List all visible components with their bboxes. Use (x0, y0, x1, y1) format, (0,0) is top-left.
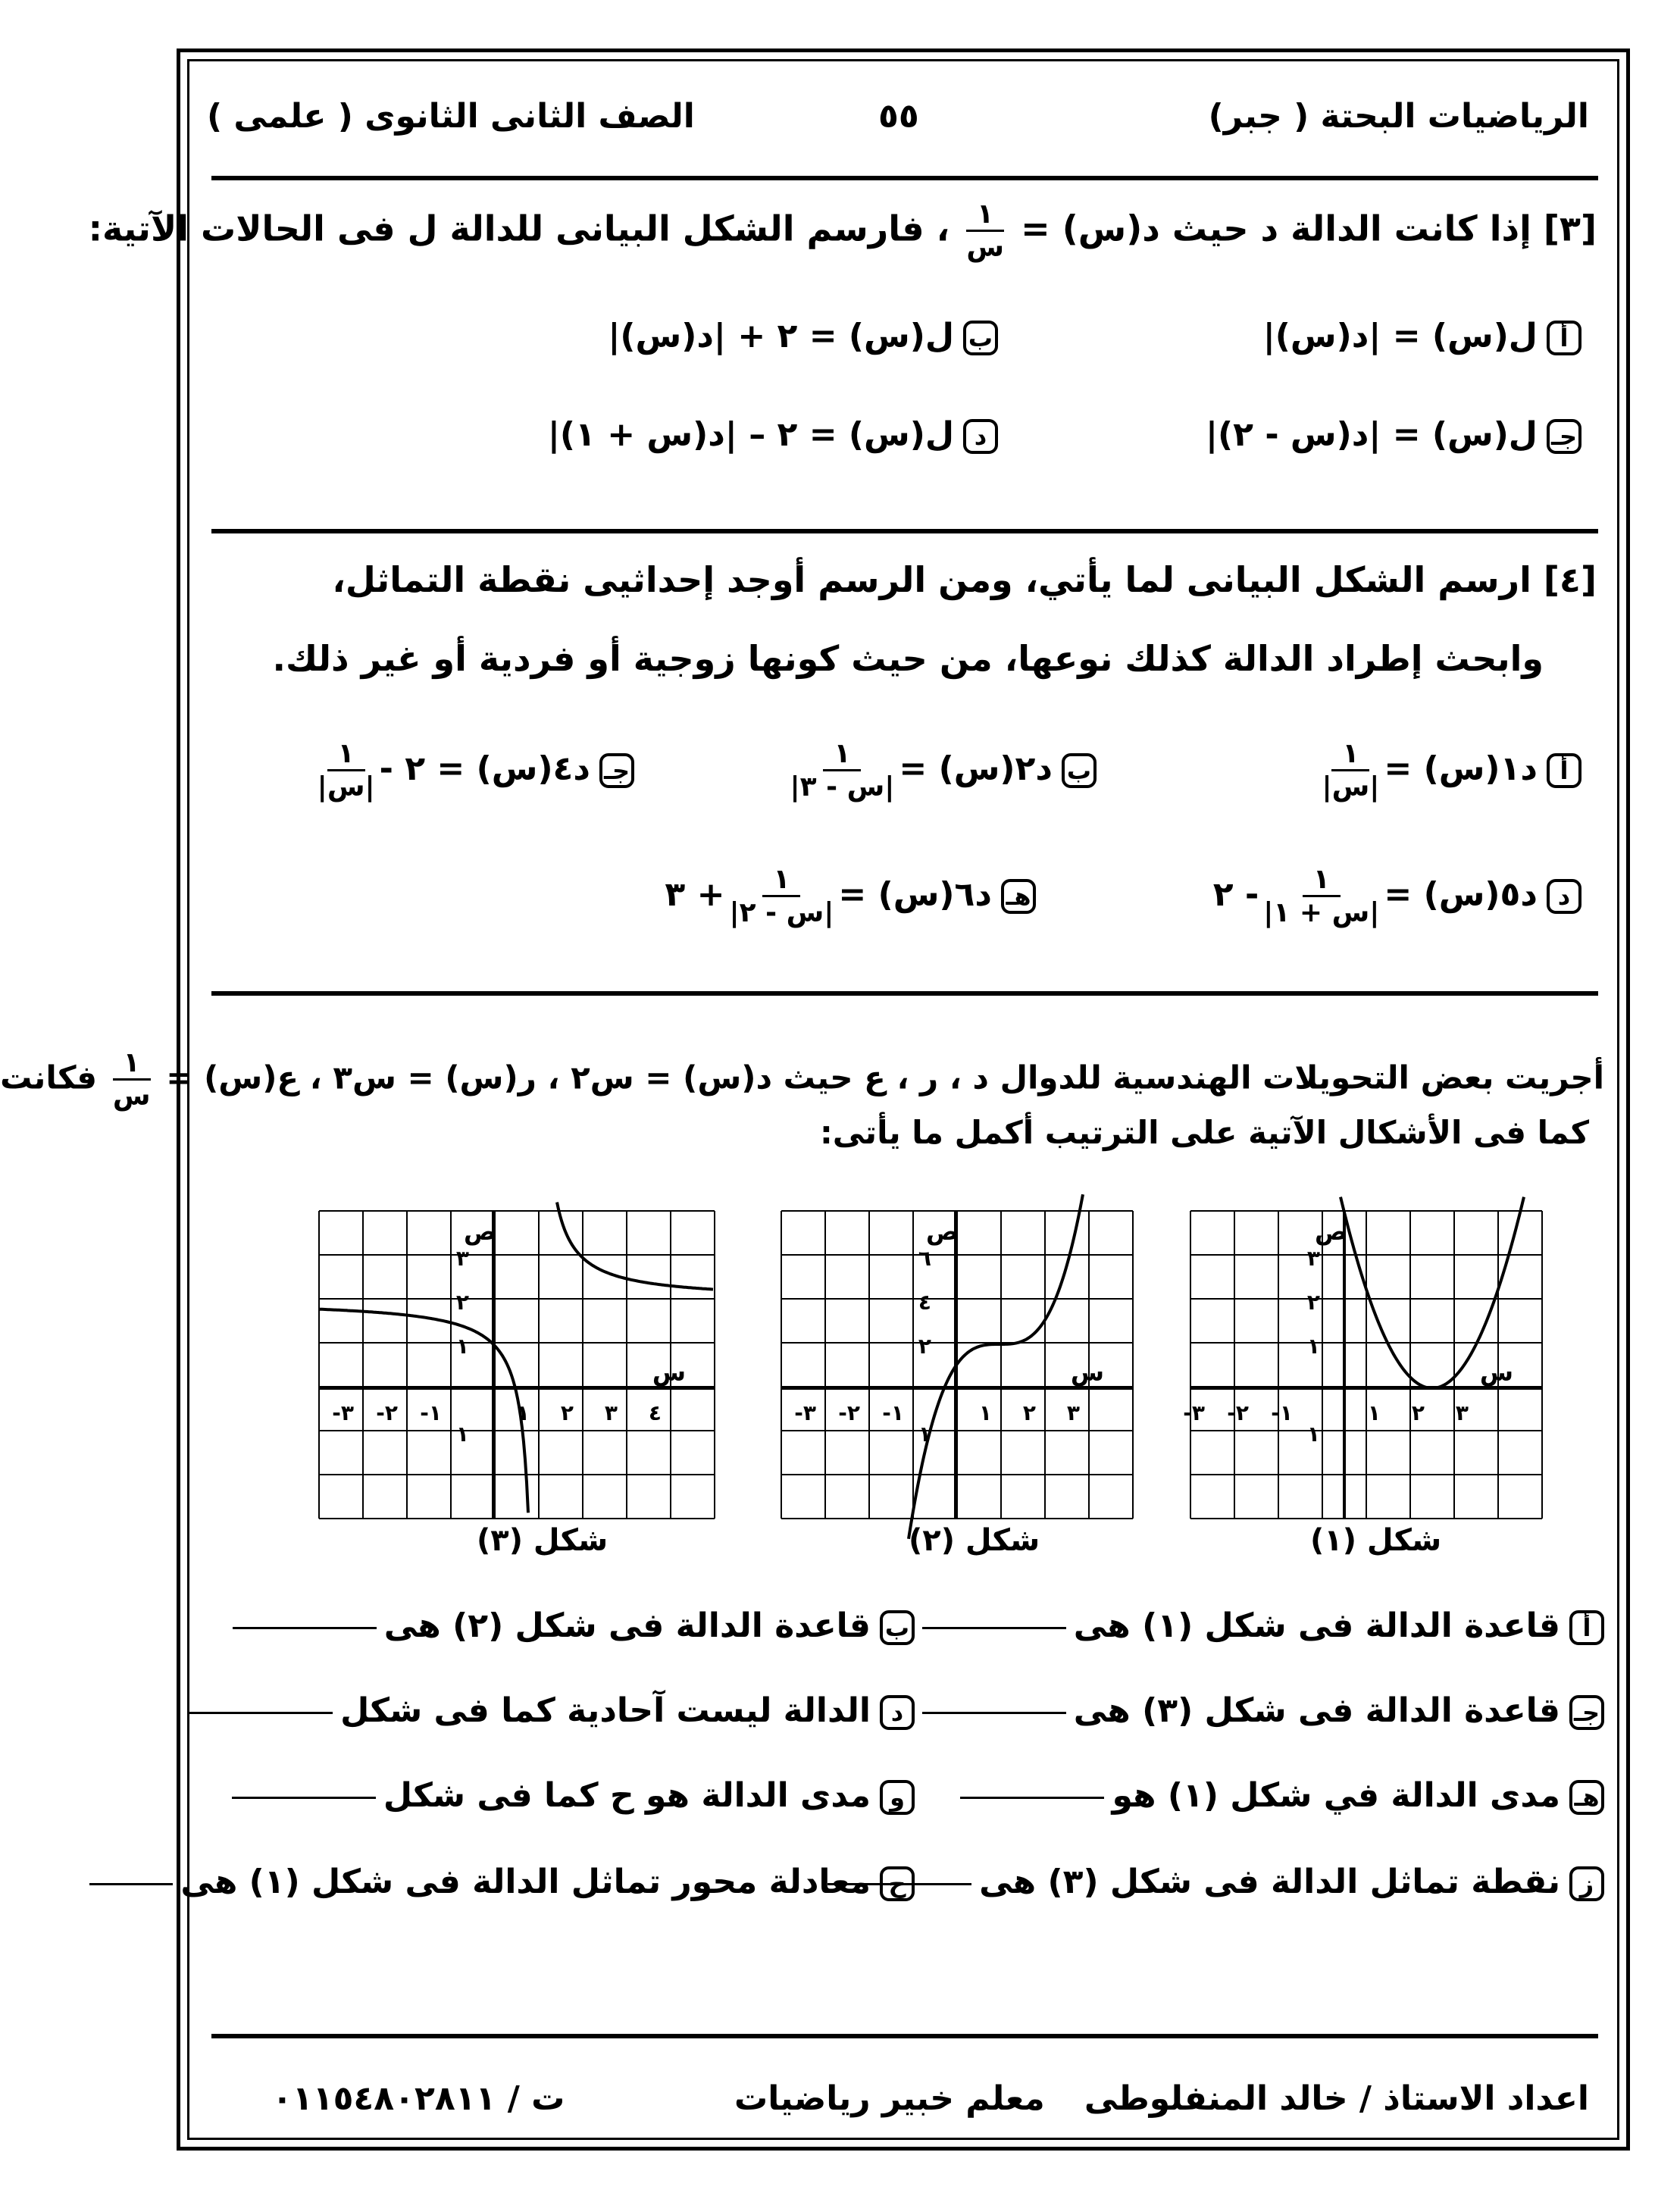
y-tick-label: ١ (455, 1334, 469, 1359)
q3-item-b-text: ل(س) = ٢ + |د(س)| (608, 317, 954, 355)
divider (211, 991, 1598, 996)
answer-line[interactable] (960, 1797, 1104, 1799)
graph-2 (780, 1209, 1159, 1550)
divider (211, 529, 1598, 533)
q4-badge-b: ب (1062, 753, 1097, 788)
q5-badge-d: د (880, 1695, 915, 1730)
q4-line2: وابحث إطراد الدالة كذلك نوعها، من حيث كونها زوجية أو فردية أو غير ذلك. (272, 638, 1544, 679)
x-tick-label: ٣ (604, 1400, 618, 1425)
q3-stem-part1: إذا كانت الدالة د حيث د(س) = (1021, 208, 1531, 249)
q5-item-e (960, 1776, 1604, 1815)
y-tick-label: ٢ (1306, 1290, 1320, 1315)
q4-item-e-num: ١ (762, 864, 800, 897)
q5-line1-part2: فكانت (0, 1059, 98, 1096)
y-tick-label: ٢ (455, 1290, 469, 1315)
x-tick-label: ٣- (794, 1400, 816, 1425)
y-tick-label: ٢ (918, 1334, 931, 1359)
q5-badge-g: ز (1569, 1866, 1604, 1901)
q5-badge-h: ح (880, 1866, 915, 1901)
q4-item-c (313, 738, 634, 803)
q4-item-b-lhs: د٢(س) = (899, 749, 1053, 788)
q5-badge-b: ب (880, 1610, 915, 1645)
y-tick-label: ١ (455, 1422, 469, 1447)
q5-line2: كما فى الأشكال الآتية على الترتيب أكمل ما يأتى: (820, 1114, 1589, 1151)
x-tick-label: ٣ (1455, 1400, 1469, 1425)
q5-line1-part1: أجريت بعض التحويلات الهندسية للدوال د ، ر ، ع حيث د(س) = س٢ ، ر(س) = س٣ ، ع(س) = (166, 1059, 1604, 1096)
q5-item-b (233, 1606, 915, 1645)
header-page-number: ٥٥ (878, 97, 919, 136)
q3-badge-a: أ (1547, 321, 1581, 355)
q3-item-a (1263, 317, 1581, 355)
q3-item-c (1206, 415, 1581, 454)
x-tick-label: ١- (882, 1400, 904, 1425)
q4-badge-d: د (1547, 879, 1581, 914)
q5-fraction (113, 1047, 151, 1112)
divider (211, 176, 1598, 180)
q5-line1 (0, 1047, 1604, 1112)
q5-frac-num: ١ (113, 1047, 151, 1081)
x-tick-label: ٣- (332, 1400, 354, 1425)
q4-item-d-den: |س + ١| (1263, 897, 1380, 929)
q3-frac-num: ١ (966, 199, 1004, 232)
q4-badge-a: أ (1547, 753, 1581, 788)
y-tick-label: ٤ (918, 1290, 931, 1315)
q3-stem (89, 199, 1597, 264)
q5-item-h-text: معادلة محور تماثل الدالة فى شكل (١) هى (180, 1863, 871, 1901)
x-axis-label: س (652, 1358, 686, 1387)
answer-line[interactable] (232, 1797, 376, 1799)
footer-title: معلم خبير رياضيات (734, 2079, 1045, 2118)
q5-item-f-text: مدى الدالة هو ح كما فى شكل (383, 1776, 871, 1815)
y-axis-label: ص (925, 1217, 959, 1246)
header-subject: الرياضيات البحتة ( جبر) (1208, 97, 1589, 136)
q3-stem-part2: ، فارسم الشكل البيانى للدالة ل فى الحالات الآتية: (88, 208, 950, 249)
q5-item-g (827, 1863, 1604, 1901)
q3-number: [٣] (1543, 208, 1597, 249)
q4-item-e-lhs: د٦(س) = (838, 874, 992, 914)
function-curve (909, 1194, 1083, 1539)
q3-badge-c: جـ (1547, 419, 1581, 454)
graph-1 (1183, 1209, 1568, 1550)
answer-line[interactable] (189, 1712, 333, 1714)
q4-item-d (1213, 864, 1581, 929)
q4-badge-e: هـ (1001, 879, 1036, 914)
q4-item-a-den: |س| (1322, 771, 1380, 803)
q3-fraction (966, 199, 1004, 264)
x-tick-label: ١- (420, 1400, 442, 1425)
function-curve (557, 1203, 713, 1290)
x-tick-label: ١ (1367, 1400, 1381, 1425)
q4-line1 (332, 559, 1597, 600)
q4-item-e-frac (729, 864, 834, 929)
x-tick-label: ١ (978, 1400, 992, 1425)
x-tick-label: ١- (1271, 1400, 1293, 1425)
q3-item-b (608, 317, 998, 355)
q4-item-d-num: ١ (1303, 864, 1341, 897)
q5-item-e-text: مدى الدالة في شكل (١) هو (1112, 1776, 1560, 1815)
q4-item-e (665, 864, 1036, 929)
q3-item-d-text: ل(س) = ٢ – |د(س + ١)| (547, 415, 954, 454)
y-tick-label: ١ (918, 1422, 931, 1447)
graph-3 (318, 1209, 749, 1550)
q5-badge-c: جـ (1569, 1695, 1604, 1730)
q4-item-d-lhs: د٥(س) = (1384, 874, 1538, 914)
answer-line[interactable] (922, 1627, 1066, 1629)
q4-item-a-lhs: د١(س) = (1384, 749, 1538, 788)
q4-item-b (785, 738, 1097, 803)
q5-item-b-text: قاعدة الدالة فى شكل (٢) هى (383, 1606, 871, 1645)
x-tick-label: ٤ (648, 1400, 662, 1425)
q5-badge-f: و (880, 1780, 915, 1815)
x-tick-label: ٢ (1022, 1400, 1036, 1425)
y-tick-label: ٦ (918, 1246, 931, 1271)
x-tick-label: ٢- (838, 1400, 860, 1425)
graph-3-caption: شكل (٣) (477, 1523, 608, 1558)
answer-line[interactable] (922, 1712, 1066, 1714)
q5-item-d-text: الدالة ليست آحادية كما فى شكل (340, 1691, 871, 1730)
q5-item-g-text: نقطة تماثل الدالة فى شكل (٣) هى (979, 1863, 1560, 1901)
y-tick-label: ١ (1306, 1334, 1320, 1359)
q5-badge-e: هـ (1569, 1780, 1604, 1815)
q4-item-c-frac (318, 738, 375, 803)
q4-item-a-num: ١ (1331, 738, 1369, 771)
y-tick-label: ٣ (1306, 1246, 1320, 1271)
q4-item-b-frac (790, 738, 894, 803)
q5-frac-den: س (112, 1081, 151, 1112)
q4-item-e-den: |س - ٢| (729, 897, 834, 929)
q3-badge-d: د (963, 419, 998, 454)
footer-phone: ت / ٠١١٥٤٨٠٢٨١١ (272, 2079, 565, 2118)
q5-item-h (89, 1863, 915, 1901)
y-tick-label: ١ (1306, 1422, 1320, 1447)
q5-item-d (189, 1691, 915, 1730)
x-tick-label: ٣ (1066, 1400, 1080, 1425)
q5-item-c-text: قاعدة الدالة فى شكل (٣) هى (1073, 1691, 1560, 1730)
q5-item-c (922, 1691, 1604, 1730)
q4-item-e-rhs: + ٣ (665, 874, 725, 914)
x-tick-label: ٢ (1411, 1400, 1425, 1425)
q4-item-b-den: |س - ٣| (790, 771, 895, 803)
x-tick-label: ٣- (1183, 1400, 1205, 1425)
answer-line[interactable] (89, 1883, 173, 1885)
y-axis-label: ص (463, 1217, 496, 1246)
divider (211, 2034, 1598, 2038)
q4-item-d-rhs: - ٢ (1212, 874, 1259, 914)
y-tick-label: ٣ (455, 1246, 469, 1271)
x-tick-label: ٢ (560, 1400, 574, 1425)
x-tick-label: ٢- (376, 1400, 398, 1425)
footer-author: اعداد الاستاذ / خالد المنفلوطى (1084, 2079, 1589, 2118)
q4-line1-text: ارسم الشكل البيانى لما يأتي، ومن الرسم أوجد إحداثيى نقطة التماثل، (332, 559, 1531, 600)
q5-item-f (232, 1776, 915, 1815)
graph-1-caption: شكل (١) (1310, 1523, 1442, 1558)
q4-item-d-frac (1263, 864, 1379, 929)
q4-item-c-num: ١ (327, 738, 365, 771)
q4-badge-c: جـ (599, 753, 634, 788)
x-axis-label: س (1070, 1358, 1104, 1387)
x-tick-label: ١ (516, 1400, 530, 1425)
q3-item-a-text: ل(س) = |د(س)| (1262, 317, 1538, 355)
answer-line[interactable] (233, 1627, 377, 1629)
q3-item-d (548, 415, 998, 454)
header-grade: الصف الثانى الثانوى ( علمى ) (207, 97, 695, 136)
q3-badge-b: ب (963, 321, 998, 355)
q4-item-a (1317, 738, 1581, 803)
q5-item-a-text: قاعدة الدالة فى شكل (١) هى (1073, 1606, 1560, 1645)
q3-frac-den: س (966, 232, 1005, 264)
q4-item-c-lhs: د٤(س) = ٢ - (379, 749, 590, 788)
q3-item-c-text: ل(س) = |د(س - ٢)| (1205, 415, 1538, 454)
q4-item-b-num: ١ (823, 738, 861, 771)
q4-number: [٤] (1543, 559, 1597, 600)
y-axis-label: ص (1314, 1217, 1347, 1246)
q5-badge-a: أ (1569, 1610, 1604, 1645)
x-axis-label: س (1479, 1358, 1513, 1387)
q4-item-a-frac (1322, 738, 1379, 803)
q4-item-c-den: |س| (317, 771, 375, 803)
graph-2-caption: شكل (٢) (909, 1523, 1040, 1558)
q5-item-a (922, 1606, 1604, 1645)
x-tick-label: ٢- (1227, 1400, 1249, 1425)
